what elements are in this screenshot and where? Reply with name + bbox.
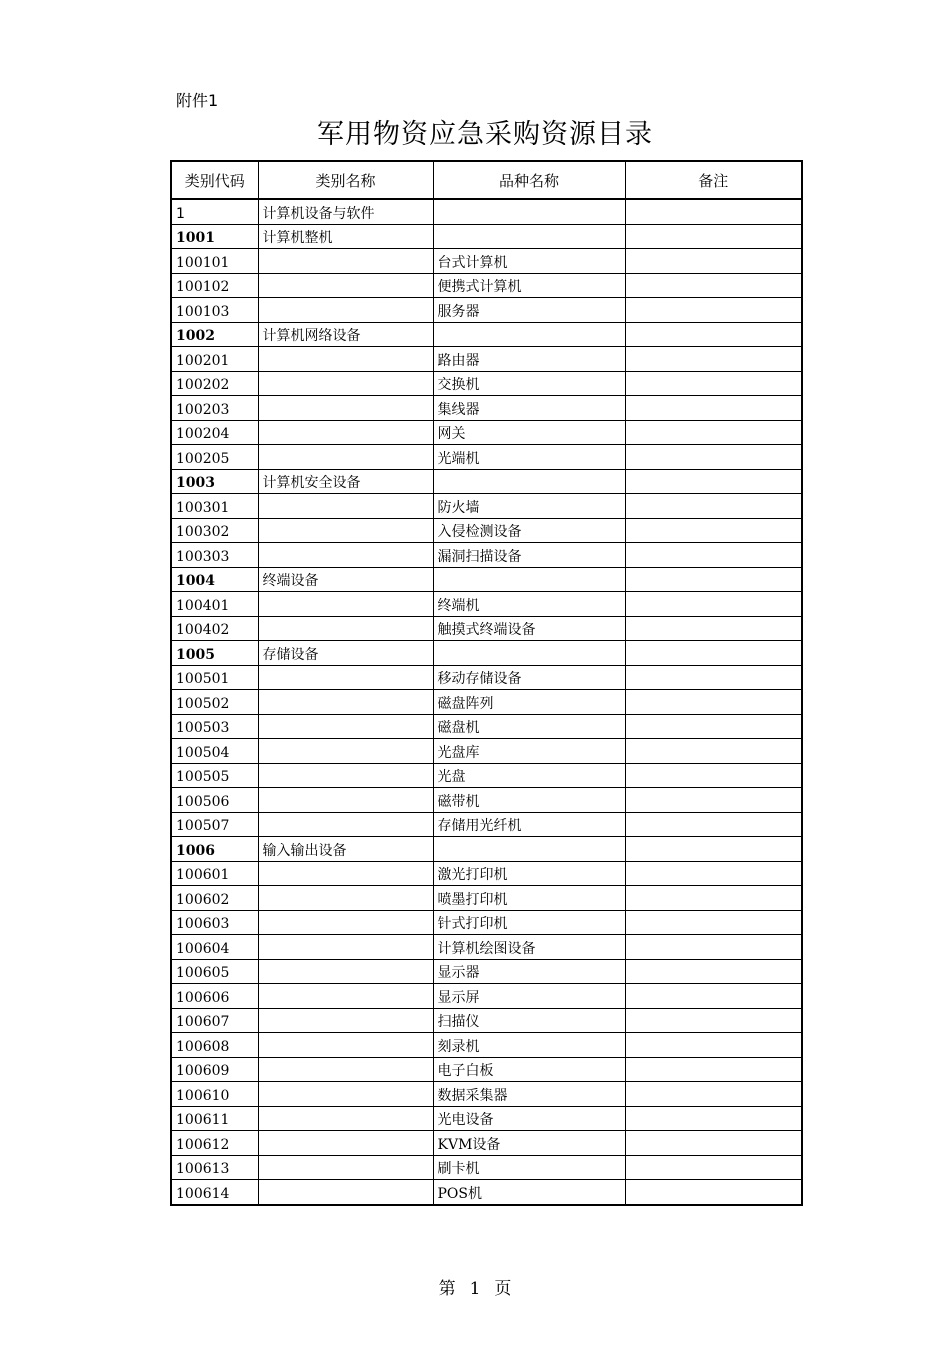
cell-variety: 触摸式终端设备: [433, 616, 625, 641]
cell-code: 100202: [171, 371, 258, 396]
column-header-note: 备注: [625, 161, 802, 199]
cell-code: 100103: [171, 298, 258, 323]
column-header-variety: 品种名称: [433, 161, 625, 199]
catalog-table: [170, 160, 803, 1206]
table-row: [171, 592, 802, 617]
cell-note: [625, 199, 802, 224]
cell-note: [625, 616, 802, 641]
cell-code: 1003: [171, 469, 258, 494]
cell-code: 1: [171, 199, 258, 224]
cell-note: [625, 273, 802, 298]
cell-variety: 交换机: [433, 371, 625, 396]
cell-category: [258, 371, 433, 396]
cell-variety: 集线器: [433, 396, 625, 421]
cell-category: [258, 249, 433, 274]
cell-category: [258, 1057, 433, 1082]
cell-category: [258, 273, 433, 298]
cell-category: 输入输出设备: [258, 837, 433, 862]
cell-variety: 磁盘机: [433, 714, 625, 739]
cell-code: 100101: [171, 249, 258, 274]
cell-code: 100605: [171, 959, 258, 984]
table-row: [171, 616, 802, 641]
table-row: [171, 812, 802, 837]
cell-variety: [433, 567, 625, 592]
cell-note: [625, 812, 802, 837]
cell-category: [258, 298, 433, 323]
cell-note: [625, 1155, 802, 1180]
cell-category: [258, 886, 433, 911]
cell-category: [258, 347, 433, 372]
cell-note: [625, 984, 802, 1009]
cell-note: [625, 445, 802, 470]
cell-variety: [433, 837, 625, 862]
cell-category: [258, 910, 433, 935]
cell-category: [258, 445, 433, 470]
table-row: [171, 199, 802, 224]
cell-note: [625, 469, 802, 494]
table-row: [171, 371, 802, 396]
cell-code: 100303: [171, 543, 258, 568]
cell-variety: 针式打印机: [433, 910, 625, 935]
cell-note: [625, 420, 802, 445]
cell-variety: 刻录机: [433, 1033, 625, 1058]
cell-category: [258, 616, 433, 641]
table-row: [171, 420, 802, 445]
cell-variety: 数据采集器: [433, 1082, 625, 1107]
cell-category: [258, 788, 433, 813]
table-row: [171, 224, 802, 249]
cell-note: [625, 1082, 802, 1107]
cell-note: [625, 494, 802, 519]
cell-code: 100203: [171, 396, 258, 421]
cell-code: 100102: [171, 273, 258, 298]
cell-note: [625, 763, 802, 788]
cell-note: [625, 518, 802, 543]
cell-category: 计算机整机: [258, 224, 433, 249]
cell-variety: [433, 641, 625, 666]
cell-note: [625, 396, 802, 421]
cell-category: [258, 518, 433, 543]
cell-code: 100611: [171, 1106, 258, 1131]
cell-category: [258, 543, 433, 568]
cell-variety: 入侵检测设备: [433, 518, 625, 543]
cell-code: 100505: [171, 763, 258, 788]
table-row: [171, 518, 802, 543]
cell-note: [625, 910, 802, 935]
cell-variety: 计算机绘图设备: [433, 935, 625, 960]
table-row: [171, 1008, 802, 1033]
cell-category: [258, 1155, 433, 1180]
cell-note: [625, 543, 802, 568]
cell-code: 100301: [171, 494, 258, 519]
column-header-category: 类别名称: [258, 161, 433, 199]
cell-variety: 终端机: [433, 592, 625, 617]
cell-category: [258, 1131, 433, 1156]
table-row: [171, 445, 802, 470]
cell-code: 100205: [171, 445, 258, 470]
table-header-row: [171, 161, 802, 199]
cell-variety: POS机: [433, 1180, 625, 1205]
table-row: [171, 1057, 802, 1082]
cell-variety: 激光打印机: [433, 861, 625, 886]
cell-variety: 扫描仪: [433, 1008, 625, 1033]
table-row: [171, 543, 802, 568]
table-row: [171, 1180, 802, 1205]
table-row: [171, 665, 802, 690]
cell-category: 存储设备: [258, 641, 433, 666]
cell-category: [258, 714, 433, 739]
cell-note: [625, 1131, 802, 1156]
cell-variety: [433, 199, 625, 224]
cell-variety: 网关: [433, 420, 625, 445]
cell-variety: 刷卡机: [433, 1155, 625, 1180]
cell-variety: 光盘库: [433, 739, 625, 764]
table-row: [171, 249, 802, 274]
page-footer: [0, 1274, 950, 1299]
table-row: [171, 984, 802, 1009]
cell-variety: 漏洞扫描设备: [433, 543, 625, 568]
cell-note: [625, 592, 802, 617]
cell-variety: 台式计算机: [433, 249, 625, 274]
table-body: [171, 199, 802, 1205]
table-row: [171, 690, 802, 715]
table-row: [171, 739, 802, 764]
cell-code: 100204: [171, 420, 258, 445]
cell-category: [258, 861, 433, 886]
cell-note: [625, 714, 802, 739]
cell-note: [625, 224, 802, 249]
cell-category: [258, 984, 433, 1009]
table-row: [171, 347, 802, 372]
cell-code: 100502: [171, 690, 258, 715]
table-row: [171, 886, 802, 911]
cell-code: 100503: [171, 714, 258, 739]
cell-category: 计算机网络设备: [258, 322, 433, 347]
cell-category: [258, 935, 433, 960]
cell-variety: [433, 224, 625, 249]
cell-variety: 光盘: [433, 763, 625, 788]
table-row: [171, 469, 802, 494]
cell-note: [625, 886, 802, 911]
cell-category: [258, 763, 433, 788]
table-row: [171, 714, 802, 739]
cell-variety: 存储用光纤机: [433, 812, 625, 837]
page-prefix: 第: [438, 1279, 456, 1299]
cell-code: 100401: [171, 592, 258, 617]
cell-code: 100603: [171, 910, 258, 935]
cell-code: 100602: [171, 886, 258, 911]
table-row: [171, 788, 802, 813]
column-header-code: 类别代码: [171, 161, 258, 199]
table-row: [171, 322, 802, 347]
cell-note: [625, 788, 802, 813]
cell-note: [625, 935, 802, 960]
cell-variety: 磁带机: [433, 788, 625, 813]
cell-category: [258, 690, 433, 715]
cell-category: [258, 592, 433, 617]
cell-code: 100612: [171, 1131, 258, 1156]
cell-note: [625, 690, 802, 715]
cell-note: [625, 861, 802, 886]
cell-category: [258, 665, 433, 690]
cell-note: [625, 665, 802, 690]
cell-category: [258, 494, 433, 519]
page-title: 军用物资应急采购资源目录: [317, 119, 653, 150]
cell-category: [258, 1008, 433, 1033]
cell-category: 计算机设备与软件: [258, 199, 433, 224]
table-row: [171, 910, 802, 935]
table-row: [171, 763, 802, 788]
cell-variety: 显示器: [433, 959, 625, 984]
cell-code: 100607: [171, 1008, 258, 1033]
cell-code: 100402: [171, 616, 258, 641]
table-row: [171, 837, 802, 862]
cell-note: [625, 837, 802, 862]
cell-note: [625, 959, 802, 984]
cell-note: [625, 371, 802, 396]
cell-note: [625, 739, 802, 764]
cell-variety: 电子白板: [433, 1057, 625, 1082]
cell-code: 100613: [171, 1155, 258, 1180]
cell-note: [625, 347, 802, 372]
table-row: [171, 494, 802, 519]
cell-note: [625, 641, 802, 666]
cell-note: [625, 249, 802, 274]
cell-note: [625, 1180, 802, 1205]
table-row: [171, 861, 802, 886]
cell-note: [625, 1057, 802, 1082]
table-row: [171, 298, 802, 323]
cell-code: 100506: [171, 788, 258, 813]
cell-code: 100501: [171, 665, 258, 690]
table-row: [171, 1155, 802, 1180]
cell-code: 1001: [171, 224, 258, 249]
cell-category: [258, 959, 433, 984]
cell-variety: 服务器: [433, 298, 625, 323]
cell-variety: 显示屏: [433, 984, 625, 1009]
cell-category: [258, 1082, 433, 1107]
cell-category: 终端设备: [258, 567, 433, 592]
cell-variety: KVM设备: [433, 1131, 625, 1156]
cell-variety: 光端机: [433, 445, 625, 470]
table-row: [171, 1033, 802, 1058]
cell-variety: 移动存储设备: [433, 665, 625, 690]
table-row: [171, 273, 802, 298]
cell-note: [625, 322, 802, 347]
page-suffix: 页: [494, 1279, 512, 1299]
cell-note: [625, 1008, 802, 1033]
cell-code: 100504: [171, 739, 258, 764]
cell-code: 100604: [171, 935, 258, 960]
cell-code: 100201: [171, 347, 258, 372]
table-row: [171, 935, 802, 960]
table-row: [171, 1106, 802, 1131]
cell-code: 100302: [171, 518, 258, 543]
cell-code: 100614: [171, 1180, 258, 1205]
page-number: 1: [469, 1279, 481, 1299]
cell-code: 1002: [171, 322, 258, 347]
cell-category: [258, 739, 433, 764]
cell-code: 1004: [171, 567, 258, 592]
cell-variety: [433, 322, 625, 347]
table-row: [171, 641, 802, 666]
cell-code: 100601: [171, 861, 258, 886]
cell-variety: 喷墨打印机: [433, 886, 625, 911]
cell-note: [625, 567, 802, 592]
cell-variety: 路由器: [433, 347, 625, 372]
table-row: [171, 959, 802, 984]
cell-code: 1005: [171, 641, 258, 666]
cell-variety: 光电设备: [433, 1106, 625, 1131]
cell-code: 100507: [171, 812, 258, 837]
cell-code: 100606: [171, 984, 258, 1009]
cell-code: 100610: [171, 1082, 258, 1107]
cell-code: 100609: [171, 1057, 258, 1082]
cell-variety: 磁盘阵列: [433, 690, 625, 715]
cell-note: [625, 1033, 802, 1058]
cell-category: [258, 1180, 433, 1205]
cell-code: 100608: [171, 1033, 258, 1058]
table-row: [171, 567, 802, 592]
cell-note: [625, 1106, 802, 1131]
table-row: [171, 1131, 802, 1156]
cell-variety: 便携式计算机: [433, 273, 625, 298]
cell-category: [258, 396, 433, 421]
attachment-label: 附件1: [176, 91, 219, 110]
cell-category: [258, 1106, 433, 1131]
table-row: [171, 1082, 802, 1107]
cell-category: [258, 812, 433, 837]
cell-variety: [433, 469, 625, 494]
cell-variety: 防火墙: [433, 494, 625, 519]
cell-category: 计算机安全设备: [258, 469, 433, 494]
cell-note: [625, 298, 802, 323]
cell-category: [258, 1033, 433, 1058]
cell-code: 1006: [171, 837, 258, 862]
cell-category: [258, 420, 433, 445]
table-row: [171, 396, 802, 421]
